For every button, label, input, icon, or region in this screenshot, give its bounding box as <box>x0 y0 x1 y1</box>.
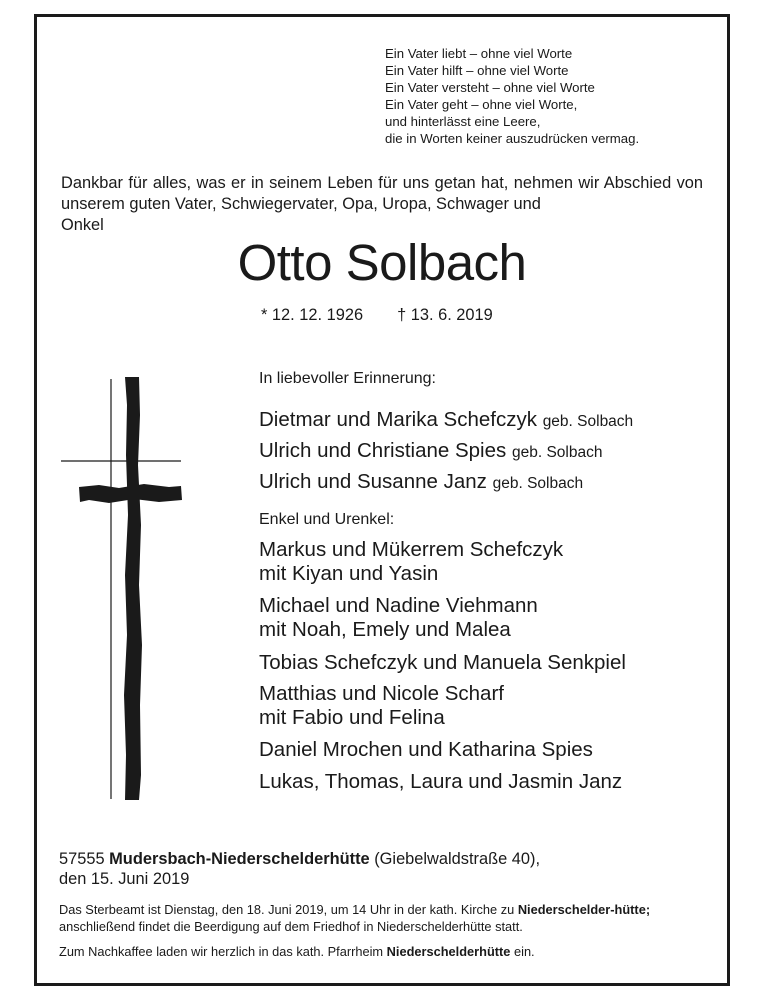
grandchild-line: mit Fabio und Felina <box>259 706 445 729</box>
town: Mudersbach-Niederschelderhütte <box>109 850 370 868</box>
grandchildren-heading: Enkel und Urenkel: <box>259 511 395 528</box>
coffee-place: Niederschelderhütte <box>386 944 511 959</box>
poem-line: Ein Vater versteht – ohne viel Worte <box>385 80 595 95</box>
child-names: Ulrich und Christiane Spies <box>259 439 507 462</box>
maiden-name: geb. Solbach <box>511 444 603 461</box>
grandchild-line: Tobias Schefczyk und Manuela Senkpiel <box>259 651 626 674</box>
death-date: † 13. 6. 2019 <box>397 306 493 324</box>
poem-line: die in Worten keiner auszudrücken vermag. <box>385 131 640 146</box>
grandchild-line: Lukas, Thomas, Laura und Jasmin Janz <box>259 770 623 793</box>
birth-date: * 12. 12. 1926 <box>261 306 364 324</box>
notice-frame <box>34 14 730 986</box>
child-names: Dietmar und Marika Schefczyk <box>259 408 537 431</box>
street: (Giebelwaldstraße 40), <box>374 850 541 868</box>
funeral-place: Niederschelder-hütte; <box>517 902 651 917</box>
zip-code: 57555 <box>59 850 105 868</box>
poem-line: Ein Vater hilft – ohne viel Worte <box>385 63 569 78</box>
grandchild-line: mit Noah, Emely und Malea <box>259 618 511 641</box>
deceased-name: Otto Solbach <box>237 234 527 291</box>
funeral-text: Das Sterbeamt ist Dienstag, den 18. Juni 2019, um 14 Uhr in der kath. Kirche zu <box>59 902 515 917</box>
child-row <box>259 438 602 465</box>
cross-icon <box>59 375 183 803</box>
child-row <box>259 407 633 434</box>
life-dates <box>261 305 493 325</box>
address-date: den 15. Juni 2019 <box>59 870 190 888</box>
poem-line: Ein Vater liebt – ohne viel Worte <box>385 46 573 61</box>
poem <box>385 45 639 147</box>
grandchild-line: Daniel Mrochen und Katharina Spies <box>259 738 593 761</box>
grandchild-line: Matthias und Nicole Scharf <box>259 682 504 705</box>
maiden-name: geb. Solbach <box>542 413 634 430</box>
intro-line: Dankbar für alles, was er in seinem Leben für uns getan hat, nehmen wir Abschied von unserem guten Vater, Schwiegervater, Opa, Uropa, Schwager und <box>61 174 703 213</box>
coffee-text: Zum Nachkaffee laden wir herzlich in das kath. Pfarrheim <box>59 944 384 959</box>
child-names: Ulrich und Susanne Janz <box>259 470 487 493</box>
funeral-info <box>59 901 709 935</box>
address <box>59 849 540 889</box>
grandchild-line: Markus und Mükerrem Schefczyk <box>259 538 564 561</box>
grandchild-line: Michael und Nadine Viehmann <box>259 594 538 617</box>
maiden-name: geb. Solbach <box>492 475 584 492</box>
intro-line-last: Onkel <box>61 216 104 234</box>
funeral-text-2: anschließend findet die Beerdigung auf dem Friedhof in Niederschelderhütte statt. <box>59 919 523 934</box>
grandchild-line: mit Kiyan und Yasin <box>259 562 439 585</box>
poem-line: und hinterlässt eine Leere, <box>385 114 541 129</box>
intro-text <box>61 173 703 236</box>
memory-heading: In liebevoller Erinnerung: <box>259 370 436 387</box>
coffee-text-2: ein. <box>513 944 535 959</box>
child-row <box>259 469 583 496</box>
poem-line: Ein Vater geht – ohne viel Worte, <box>385 97 578 112</box>
coffee-info <box>59 943 709 960</box>
